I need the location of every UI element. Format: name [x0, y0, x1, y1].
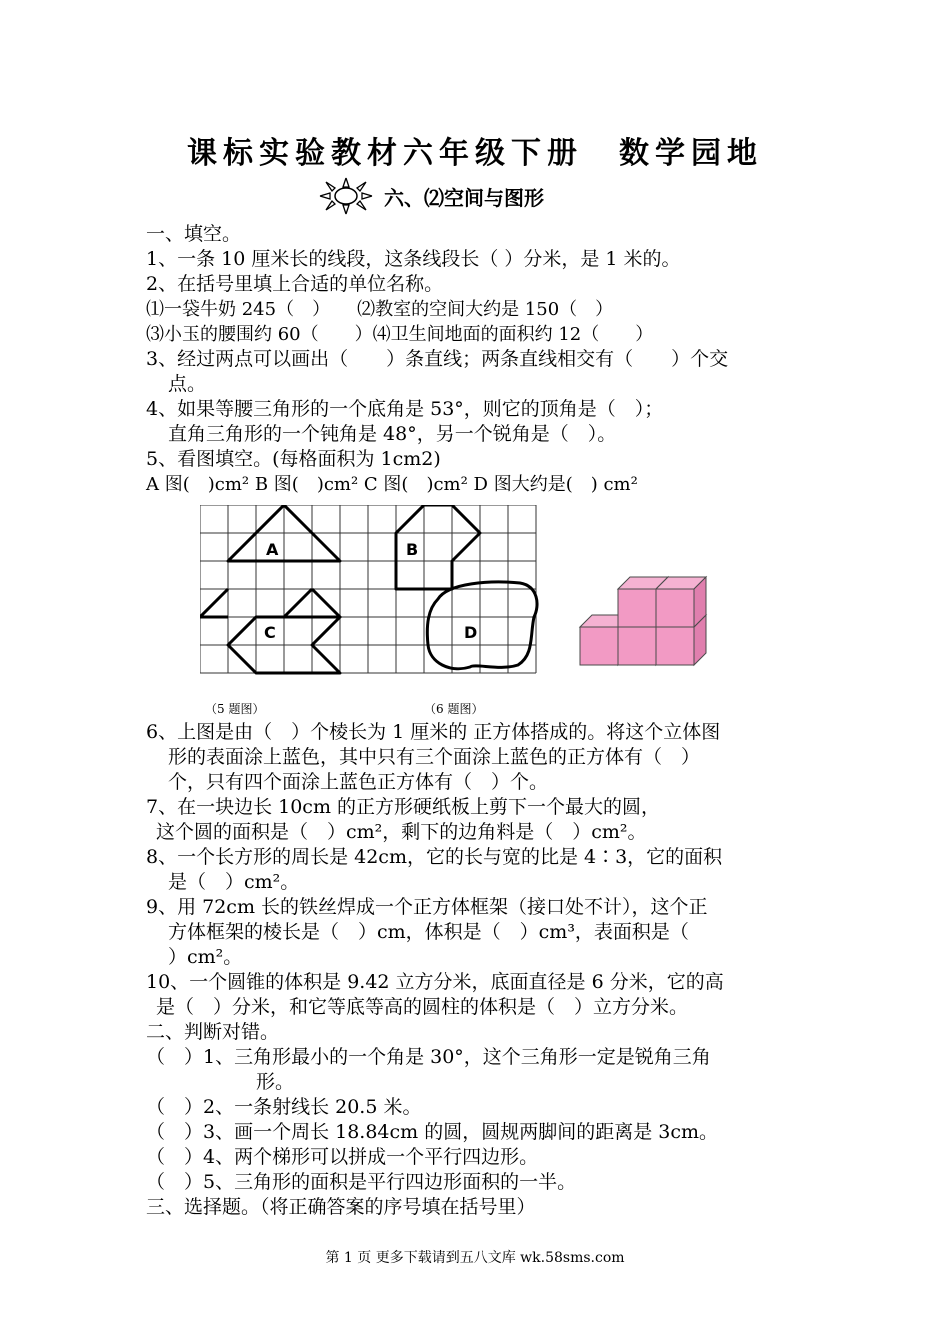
question-line: 2、在括号里填上合适的单位名称。	[146, 273, 444, 295]
shape-c-left	[200, 589, 228, 617]
question-line: 5、看图填空。(每格面积为 1cm2)	[146, 448, 441, 470]
question-line: ⑴一袋牛奶 245（ ） ⑵教室的空间大约是 150（ ）	[146, 299, 614, 320]
question-line: 二、判断对错。	[146, 1021, 280, 1043]
questions-part1	[146, 222, 814, 497]
question-line: 6、上图是由（ ）个棱长为 1 厘米的 正方体搭成的。将这个立体图	[146, 721, 721, 743]
question-line: 这个圆的面积是（ ）cm²，剩下的边角料是（ ）cm²。	[156, 821, 647, 843]
page-footer: 第 1 页 更多下载请到五八文库 wk.58sms.com	[325, 1250, 625, 1266]
question-line: ⑶小玉的腰围约 60（ ）⑷卫生间地面的面积约 12（ ）	[146, 324, 654, 345]
figures	[200, 505, 720, 679]
grid-label-b: B	[406, 540, 419, 559]
grid-label-d: D	[464, 623, 478, 642]
grid-label-a: A	[266, 540, 279, 559]
question-line: 是（ ）cm²。	[168, 871, 300, 893]
question-line: （ ）2、一条射线长 20.5 米。	[146, 1096, 422, 1118]
sun-icon	[318, 176, 374, 216]
cube-stack	[580, 577, 706, 665]
grid-label-c: C	[264, 623, 276, 642]
question-line: 是（ ）分米，和它等底等高的圆柱的体积是（ ）立方分米。	[156, 996, 689, 1018]
question-line: （ ）5、三角形的面积是平行四边形面积的一半。	[146, 1171, 577, 1193]
question-line: （ ）1、三角形最小的一个角是 30°，这个三角形一定是锐角三角	[146, 1046, 711, 1068]
question-line: 9、用 72cm 长的铁丝焊成一个正方体框架（接口处不计），这个正	[146, 896, 708, 918]
subtitle-row	[318, 176, 544, 216]
question-line: 形的表面涂上蓝色，其中只有三个面涂上蓝色的正方体有（ ）	[168, 746, 701, 768]
question-line: A 图( )cm² B 图( )cm² C 图( )cm² D 图大约是( ) cm²	[146, 474, 638, 495]
caption-fig6: （6 题图）	[424, 702, 484, 716]
question-line: ）cm²。	[168, 946, 243, 968]
question-line: （ ）4、两个梯形可以拼成一个平行四边形。	[146, 1146, 539, 1168]
square-grid	[200, 505, 536, 673]
question-line: 点。	[168, 373, 207, 395]
question-line: 一、填空。	[146, 223, 242, 245]
question-line: 7、在一块边长 10cm 的正方形硬纸板上剪下一个最大的圆，	[146, 796, 661, 818]
page-title: 课标实验教材六年级下册 数学园地	[187, 136, 763, 171]
question-line: 方体框架的棱长是（ ）cm，体积是（ ）cm³，表面积是（	[168, 921, 689, 943]
caption-fig5: （5 题图）	[205, 702, 265, 716]
cube-face	[618, 589, 656, 627]
question-line: 10、一个圆锥的体积是 9.42 立方分米，底面直径是 6 分米，它的高	[146, 971, 724, 993]
cube-face	[580, 627, 618, 665]
question-line: 1、一条 10 厘米长的线段，这条线段长（ ）分米，是 1 米的。	[146, 248, 681, 270]
section-subtitle: 六、⑵空间与图形	[384, 185, 544, 210]
question-line: 个，只有四个面涂上蓝色正方体有（ ）个。	[168, 771, 549, 793]
cube-face	[618, 627, 656, 665]
questions-part2	[146, 720, 814, 1220]
question-line: 4、如果等腰三角形的一个底角是 53°，则它的顶角是（ ）；	[146, 398, 664, 420]
shape-d	[427, 582, 537, 669]
question-line: （ ）3、画一个周长 18.84cm 的圆，圆规两脚间的距离是 3cm。	[146, 1121, 719, 1143]
question-line: 形。	[256, 1071, 295, 1093]
cube-face	[656, 627, 694, 665]
question-line: 直角三角形的一个钝角是 48°，另一个锐角是（ ）。	[168, 423, 617, 445]
question-line: 3、经过两点可以画出（ ）条直线；两条直线相交有（ ）个交	[146, 348, 729, 370]
question-line: 三、选择题。（将正确答案的序号填在括号里）	[146, 1196, 536, 1218]
figures-svg	[200, 505, 720, 675]
cube-face	[656, 589, 694, 627]
question-line: 8、一个长方形的周长是 42cm，它的长与宽的比是 4∶3，它的面积	[146, 846, 723, 868]
